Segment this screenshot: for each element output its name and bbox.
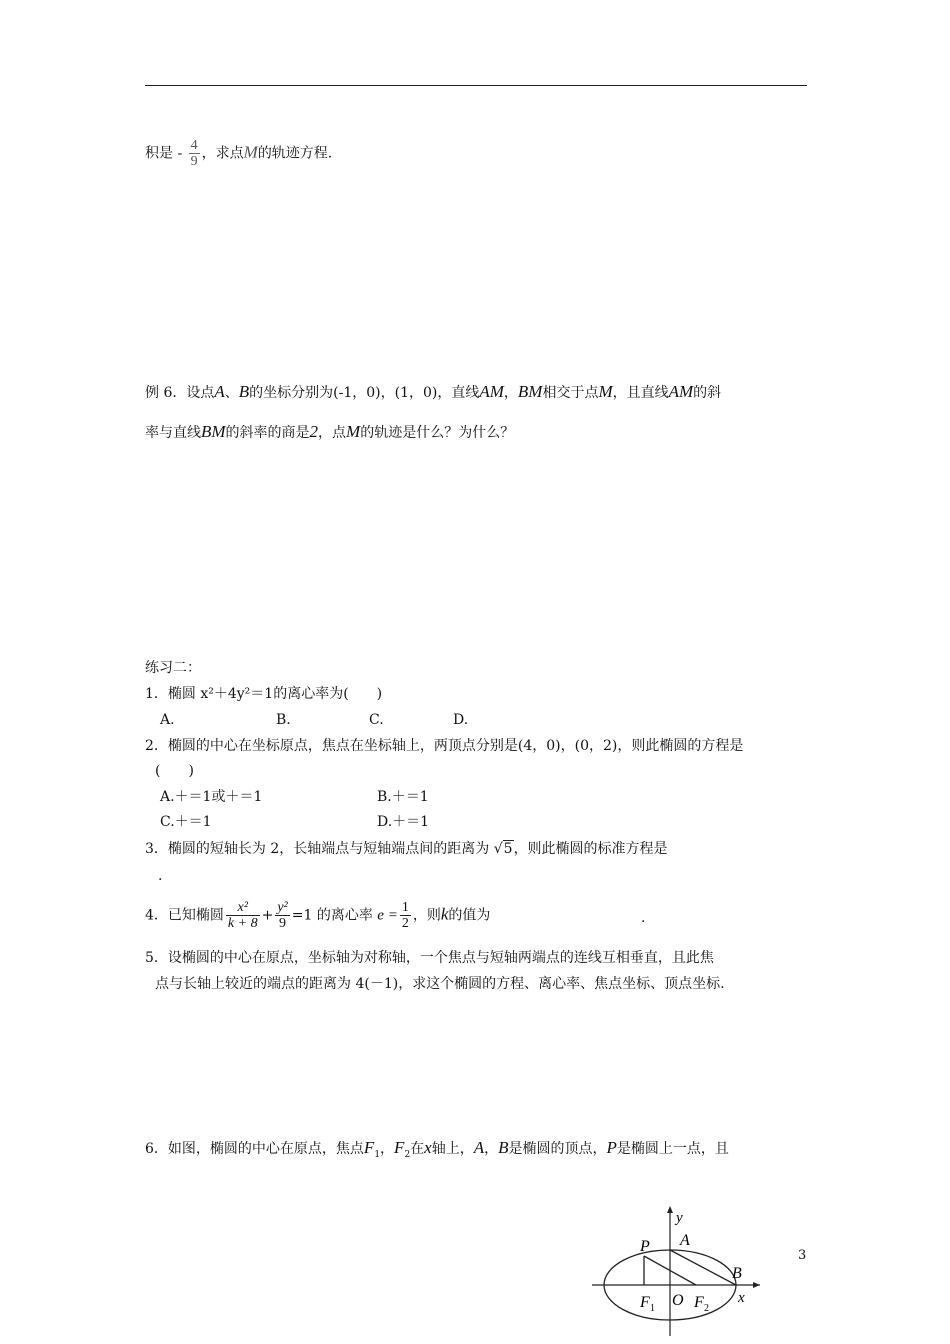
variable: BM [201,422,226,441]
label-b: B [732,1265,742,1282]
fraction [275,900,289,931]
practice-2-option-a: A.＋＝1或＋＝1 [160,789,263,805]
practice-4-blank-end: . [641,910,646,926]
text: 的斜率的商是 [225,425,310,441]
practice-1-option-d: D. [453,712,469,728]
variable: AM [479,382,504,401]
variable: A [473,1138,485,1157]
practice-2-option-d: D.＋＝1 [377,814,430,830]
text: ， [380,1141,395,1157]
practice-heading: 练习二： [145,660,201,676]
text: 6．如图，椭圆的中心在原点，焦点 [145,1141,364,1157]
text: ，则 [412,907,441,924]
text: 的坐标分别为(-1，0)，(1，0)，直线 [249,385,480,401]
text: 是椭圆的顶点， [508,1141,607,1157]
x-axis-arrow [753,1282,760,1288]
header-rule [145,85,807,86]
variable: B [238,382,250,401]
variable: M [598,382,613,401]
fraction-numerator: y² [277,900,288,915]
text: ，且直线 [612,385,669,401]
text: 积是 - [145,145,183,162]
practice-1-option-a: A. [160,712,175,728]
text: ，则此椭圆的标准方程是 [513,841,668,857]
radicand: 5 [503,841,513,857]
text: 在 [410,1141,425,1157]
text: 3．椭圆的短轴长为 2，长轴端点与短轴端点间的距离为 [145,841,490,857]
text: ， [503,385,518,401]
practice-2-option-c: C.＋＝1 [160,814,212,830]
label-f2: F [694,1294,704,1311]
label-f1: F [640,1294,650,1311]
variable: BM [517,382,543,401]
variable: M [243,142,258,162]
fraction-denominator: 9 [279,916,287,931]
practice-5-line-2: 点与长轴上较近的端点的距离为 4(－1)，求这个椭圆的方程、离心率、焦点坐标、顶点坐标. [155,976,725,992]
practice-3-line-1 [145,839,668,859]
fraction-denominator: 9 [190,154,198,169]
text: ，点 [318,425,347,441]
text: 率与直线 [145,425,201,441]
example-6-line-2 [145,422,514,443]
variable: x [424,1138,432,1157]
fraction-denominator: k + 8 [227,916,258,931]
text: 例 6．设点 [145,385,215,401]
label-x: x [738,1290,745,1306]
label-p: P [640,1238,650,1255]
text: ，求点 [201,145,244,162]
page-number: 3 [798,1248,807,1263]
label-y: y [676,1210,683,1226]
ellipse-figure [592,1200,772,1340]
variable: B [498,1138,509,1157]
practice-6 [145,1138,729,1165]
practice-2-option-b: B.＋＝1 [377,789,429,805]
number: 2 [309,422,319,441]
practice-2-line-1: 2．椭圆的中心在坐标原点，焦点在坐标轴上，两顶点分别是(4，0)，(0，2)，则此椭圆的方程是 [145,738,744,754]
variable: e = [377,907,398,924]
variable: k [440,904,449,924]
text: 的值为 [448,907,491,924]
practice-1-option-c: C. [369,712,384,728]
fraction-denominator: 2 [401,916,409,931]
variable: AM [668,382,694,401]
fraction [226,900,260,931]
text: ， [484,1141,499,1157]
fraction [189,138,200,169]
problem-continuation [145,138,332,169]
fraction [400,900,411,931]
variable: P [606,1138,617,1157]
practice-2-line-2: ( ) [155,763,194,779]
y-axis-arrow [667,1206,673,1213]
text: 、 [224,385,239,401]
practice-5-line-1: 5．设椭圆的中心在原点，坐标轴为对称轴，一个焦点与短轴两端点的连线互相垂直，且此焦 [145,950,714,966]
fraction-numerator: 4 [190,138,198,153]
label-f1-subscript: 1 [650,1303,655,1314]
label-o: O [672,1292,684,1309]
practice-4 [145,900,490,931]
text: =1 的离心率 [291,907,373,924]
subscript: 1 [374,1149,381,1160]
variable: F [394,1138,405,1157]
variable: A [214,382,225,401]
fraction-numerator: 1 [401,900,409,915]
text: 4．已知椭圆 [145,907,224,924]
fraction-numerator: x² [226,900,260,916]
text: 轴上， [431,1141,474,1157]
text: 的轨迹方程. [257,145,333,162]
subscript: 2 [404,1149,411,1160]
practice-1-option-b: B. [276,712,291,728]
square-root: √5 [493,841,513,857]
text: 相交于点 [542,385,599,401]
label-a: A [680,1232,690,1249]
label-f2-subscript: 2 [704,1303,709,1314]
practice-1: 1．椭圆 x²＋4y²＝1的离心率为( ) [145,686,383,702]
text: 的轨迹是什么？为什么？ [360,425,515,441]
text: 是椭圆上一点，且 [616,1141,729,1157]
text: + [261,907,274,924]
text: 的斜 [693,385,722,401]
example-6-line-1 [145,382,721,403]
variable: M [346,422,361,441]
variable: F [363,1138,375,1157]
practice-3-line-2: . [158,868,163,884]
